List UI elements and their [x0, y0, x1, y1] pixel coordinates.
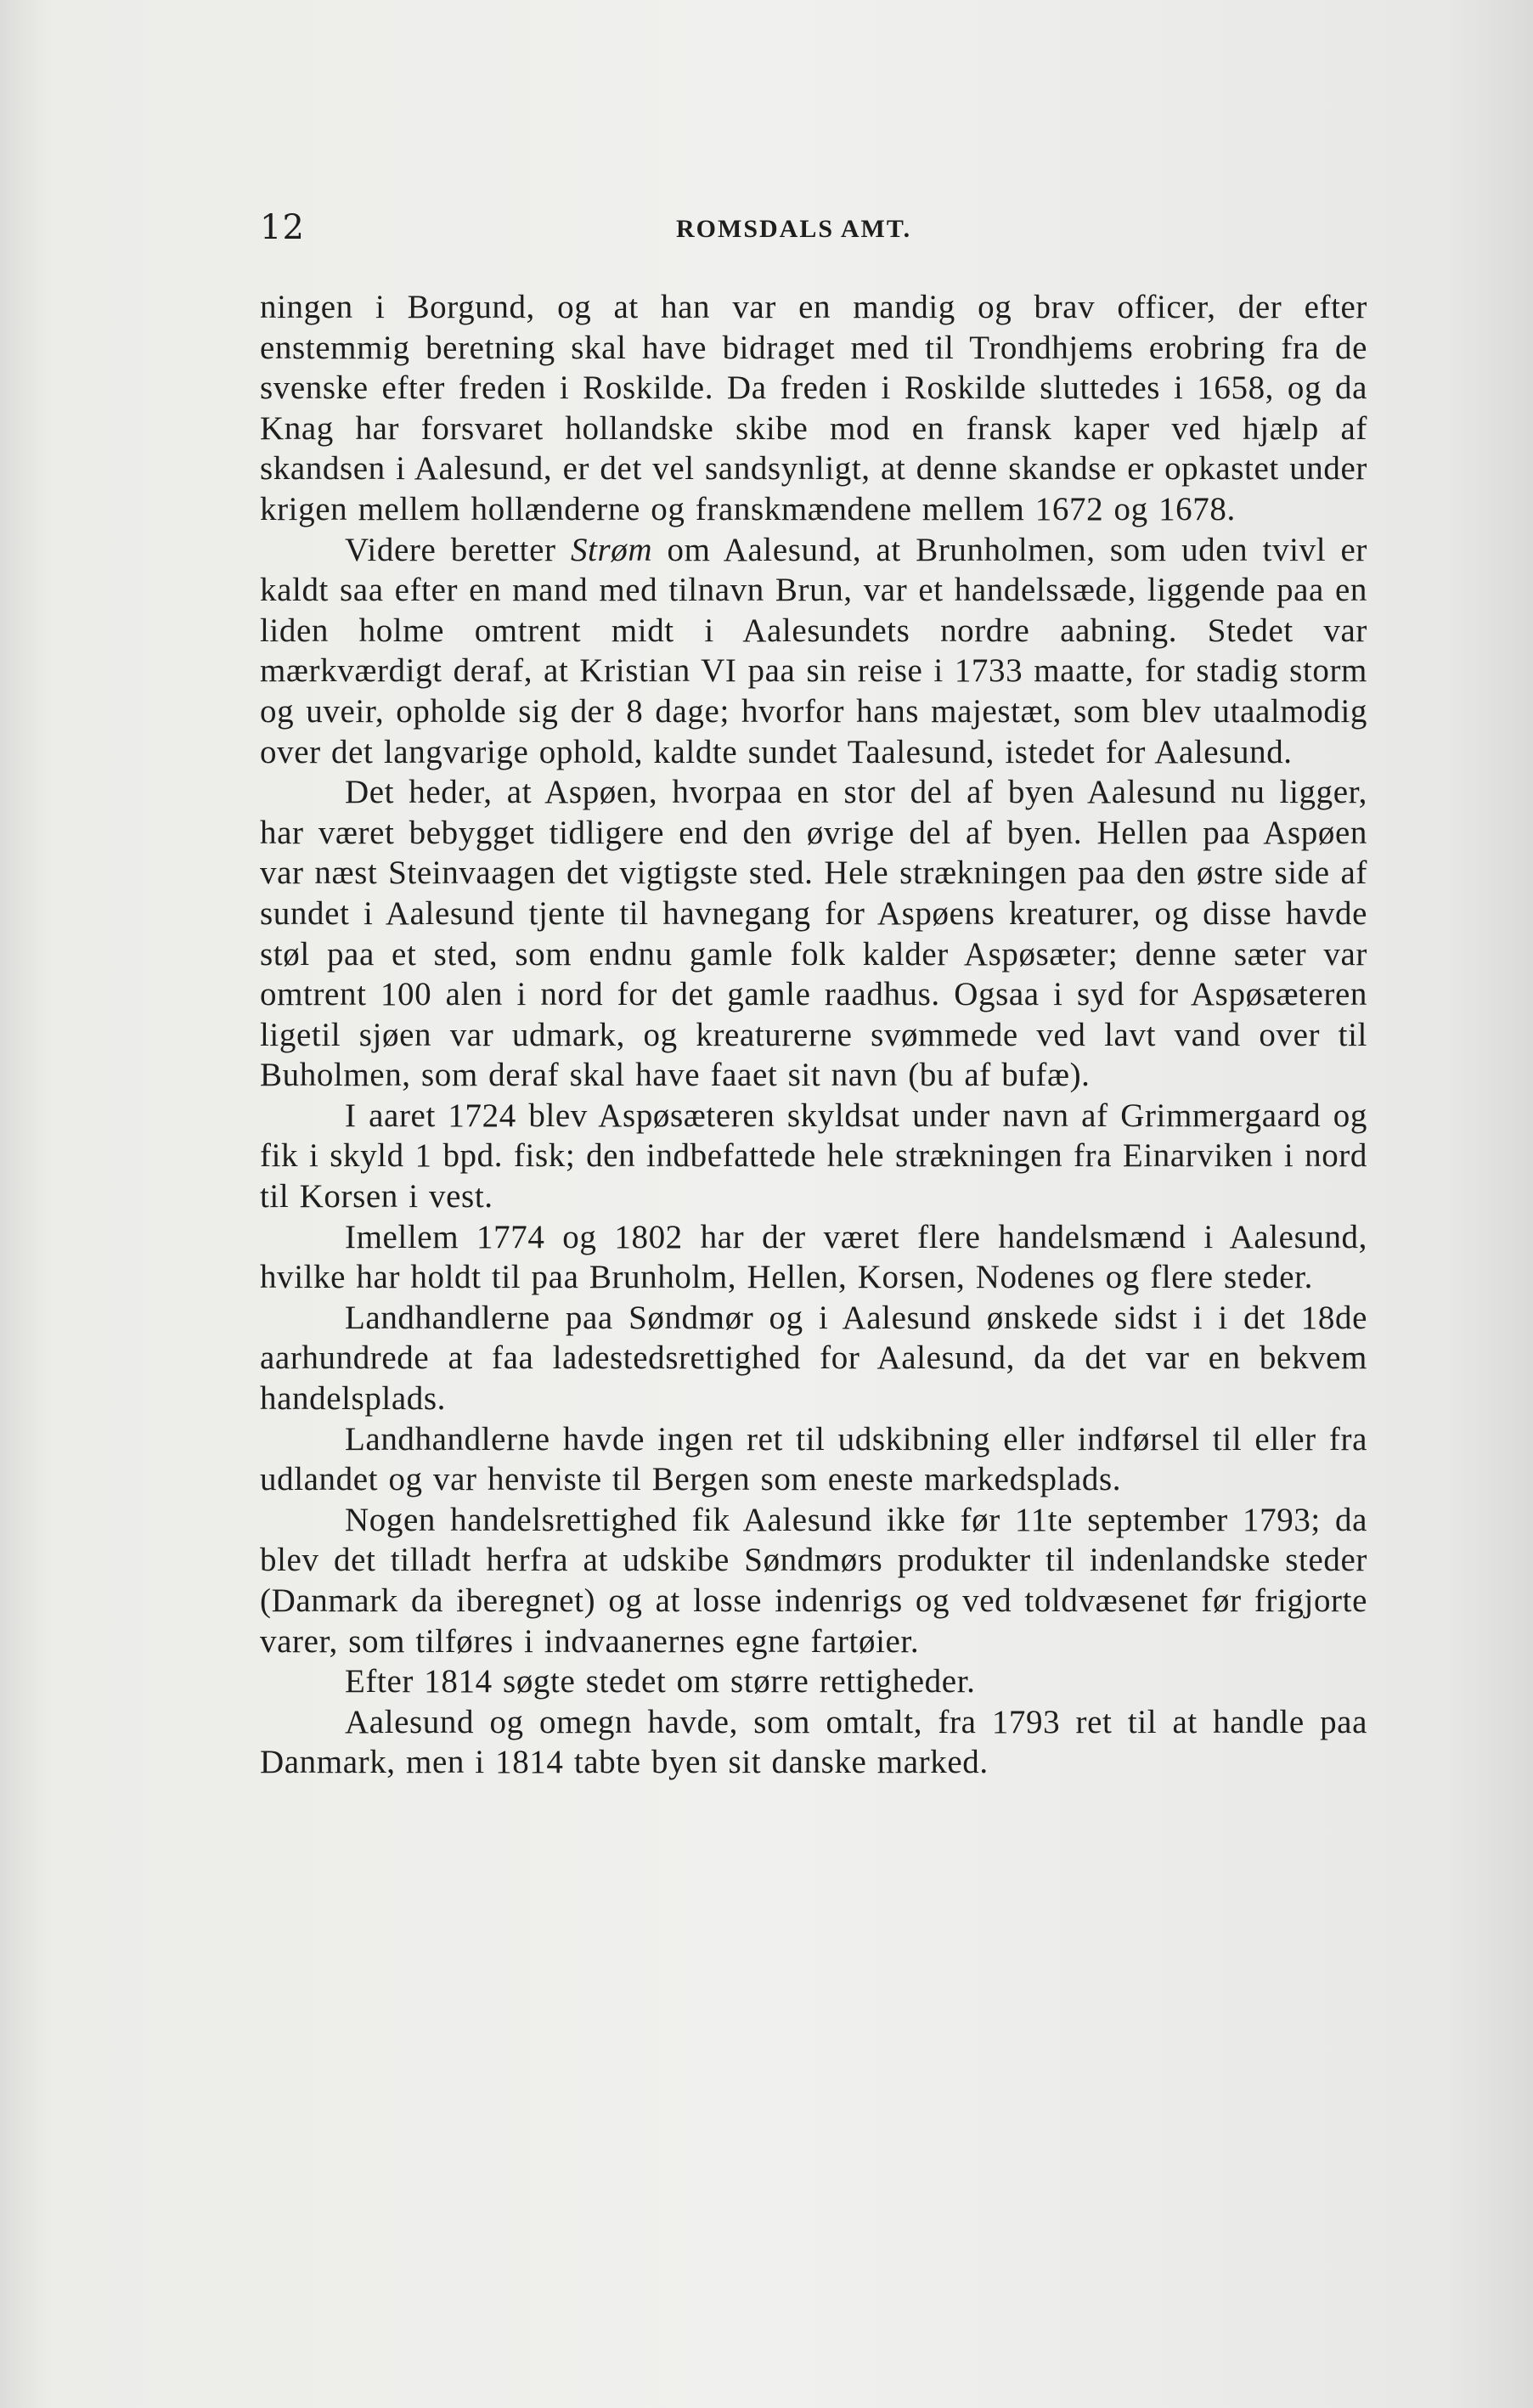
page-number: 12 [260, 208, 305, 247]
paragraph-7: Landhandlerne havde ingen ret til udskibning eller indførsel til eller fra udlandet og var henviste til Bergen som eneste markedsplads. [260, 1420, 1367, 1498]
body-text [260, 287, 1367, 1783]
paragraph-4: I aaret 1724 blev Aspøsæteren skyldsat under navn af Grimmergaard og fik i skyld 1 bpd. fisk; den indbefattede hele strækningen fra Einarviken i nord til Korsen i vest. [260, 1097, 1367, 1215]
running-head: ROMSDALS AMT. [676, 215, 912, 243]
paragraph-9: Efter 1814 søgte stedet om større rettigheder. [345, 1663, 976, 1700]
paragraph-2 [260, 530, 1367, 773]
paragraph-5: Imellem 1774 og 1802 har der været flere handelsmænd i Aalesund, hvilke har holdt til paa Brunholm, Hellen, Korsen, Nodenes og flere steder. [260, 1218, 1367, 1296]
paragraph-2-rest: om Aalesund, at Brunholmen, som uden tvivl er kaldt saa efter en mand med tilnavn Brun, var et handelssæde, liggende paa en liden holme omtrent midt i Aalesundets nordre aabning. Stedet var mærkværdigt deraf, at Kristian VI paa sin reise i 1733 maatte, for stadig storm og uveir, opholde sig der 8 dage; hvorfor hans majestæt, som blev utaalmodig over det langvarige ophold, kaldte sundet Taalesund, istedet for Aalesund. [260, 531, 1367, 770]
paragraph-6: Landhandlerne paa Søndmør og i Aalesund ønskede sidst i i det 18de aarhundrede at faa ladestedsrettighed for Aalesund, da det var en bekvem handelsplads. [260, 1299, 1367, 1418]
page-header [260, 208, 1364, 259]
paragraph-3: Det heder, at Aspøen, hvorpaa en stor del af byen Aalesund nu ligger, har været bebygget tidligere end den øvrige del af byen. Hellen paa Aspøen var næst Steinvaagen det vigtigste sted. Hele strækningen paa den østre side af sundet i Aalesund tjente til havnegang for Aspøens kreaturer, og disse havde støl paa et sted, som endnu gamle folk kalder Aspøsæter; denne sæter var omtrent 100 alen i nord for det gamle raadhus. Ogsaa i syd for Aspøsæteren ligetil sjøen var udmark, og kreaturerne svømmede ved lavt vand over til Buholmen, som deraf skal have faaet sit navn (bu af bufæ). [260, 774, 1367, 1094]
paragraph-2-start: Videre beretter [345, 531, 571, 568]
paragraph-1: ningen i Borgund, og at han var en mandig og brav officer, der efter enstemmig beretning skal have bidraget med til Trondhjems erobring fra de svenske efter freden i Roskilde. Da freden i Roskilde sluttedes i 1658, og da Knag har forsvaret hollandske skibe mod en fransk kaper ved hjælp af skandsen i Aalesund, er det vel sandsynligt, at denne skandse er opkastet under krigen mellem hollænderne og franskmændene mellem 1672 og 1678. [260, 289, 1367, 527]
paragraph-8: Nogen handelsrettighed fik Aalesund ikke før 11te september 1793; da blev det tilladt herfra at udskibe Søndmørs produkter til indenlandske steder (Danmark da iberegnet) og at losse indenrigs og ved toldvæsenet før frigjorte varer, som tilføres i indvaanernes egne fartøier. [260, 1501, 1367, 1660]
paragraph-10: Aalesund og omegn havde, som omtalt, fra 1793 ret til at handle paa Danmark, men i 1814 tabte byen sit danske marked. [260, 1703, 1367, 1781]
author-name-italic: Strøm [570, 531, 653, 568]
